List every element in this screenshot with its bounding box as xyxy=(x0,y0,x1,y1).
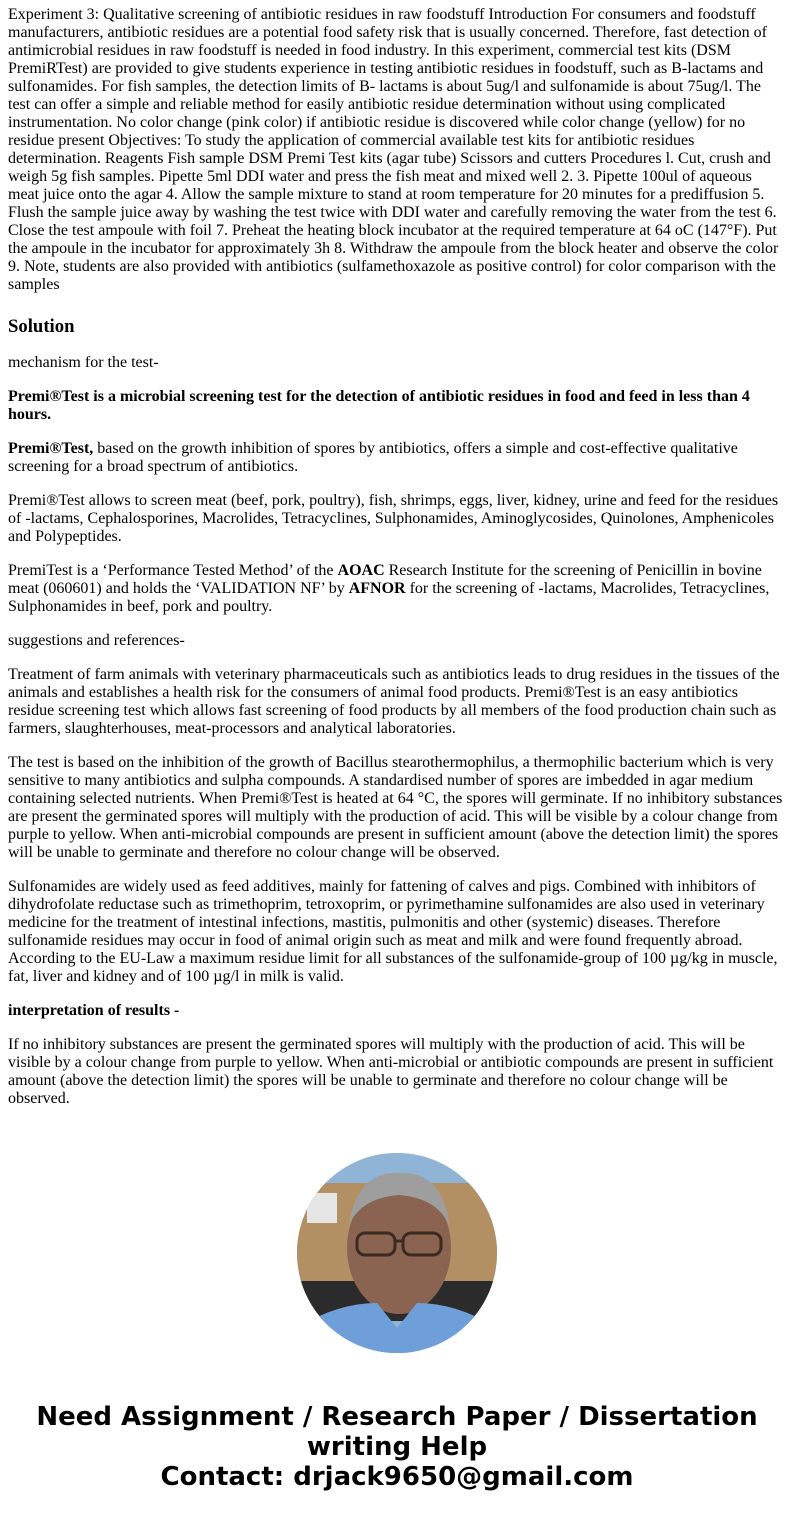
solution-heading: Solution xyxy=(8,316,75,337)
author-photo-icon xyxy=(297,1153,497,1353)
footer-contact-banner xyxy=(0,1402,794,1492)
intro-bold-text: Premi®Test is a microbial screening test for the detection of antibiotic residues in food and feed in less than 4 hours. xyxy=(8,388,750,423)
author-avatar xyxy=(297,1153,497,1353)
footer-line-2: writing Help xyxy=(306,1432,488,1462)
sulfonamides-paragraph: Sulfonamides are widely used as feed additives, mainly for fattening of calves and pigs. Combined with inhibitors of dihydrofolate reductase such as trimethoprim, tetroxoprim, or pyrimethamine sulfonamides are also used in veterinary medicine for the treatment of intestinal infections, mastitis, pulmonitis and other (systemic) diseases. Therefore sulfonamide residues may occur in food of animal origin such as meat and milk and were found frequently abroad. According to the EU-Law a maximum residue limit for all substances of the sulfonamide-group of 100 µg/kg in muscle, fat, liver and kidney and of 100 µg/l in milk is valid. xyxy=(8,878,778,985)
footer-contact-email: Contact: drjack9650@gmail.com xyxy=(160,1462,634,1492)
afnor-bold: AFNOR xyxy=(348,580,406,597)
question-text: Experiment 3: Qualitative screening of antibiotic residues in raw foodstuff Introduction For consumers and foodstuff manufacturers, antibiotic residues are a potential food safety risk that is usually concerned. Therefore, fast detection of antimicrobial residues in raw foodstuff is needed in food industry. In this experiment, commercial test kits (DSM PremiRTest) are provided to give students experience in testing antibiotic residues in foodstuff, such as B-lactams and sulfonamides. For fish samples, the detection limits of B- lactams is about 5ug/l and sulfonamide is about 75ug/l. The test can offer a simple and reliable method for easily antibiotic residue determination without using complicated instrumentation. No color change (pink color) if antibiotic residue is discovered while color change (yellow) for no residue present Objectives: To study the application of commercial available test kits for antibiotic residues determination. Reagents Fish sample DSM Premi Test kits (agar tube) Scissors and cutters Procedures l. Cut, crush and weigh 5g fish samples. Pipette 5ml DDI water and press the fish meat and mixed well 2. 3. Pipette 100ul of aqueous meat juice onto the agar 4. Allow the sample mixture to stand at room temperature for 20 minutes for a prediffusion 5. Flush the sample juice away by washing the test twice with DDI water and carefully removing the water from the test 6. Close the test ampoule with foil 7. Preheat the heating block incubator at the required temperature at 64 oC (147°F). Put the ampoule in the incubator for approximately 3h 8. Withdraw the ampoule from the block heater and observe the color 9. Note, students are also provided with antibiotics (sulfamethoxazole as positive control) for color comparison with the samples xyxy=(8,6,779,293)
interpretation-label-paragraph xyxy=(8,1002,786,1020)
farm-animals-paragraph: Treatment of farm animals with veterinary pharmaceuticals such as antibiotics leads to drug residues in the tissues of the animals and establishes a health risk for the consumers of animal food products. Premi®Test is an easy antibiotics residue screening test which allows fast screening of food products by all members of the food production chain such as farmers, slaughterhouses, meat-processors and analytical laboratories. xyxy=(8,666,780,737)
bacillus-paragraph: The test is based on the inhibition of the growth of Bacillus stearothermophilus, a thermophilic bacterium which is very sensitive to many antibiotics and sulpha compounds. A standardised number of spores are imbedded in agar medium containing selected nutrients. When Premi®Test is heated at 64 °C, the spores will germinate. If no inhibitory substances are present the germinated spores will multiply with the production of acid. This will be visible by a colour change from purple to yellow. When anti-microbial compounds are present in sufficient amount (above the detection limit) the spores will be unable to germinate and therefore no colour change will be observed. xyxy=(8,754,783,861)
screen-scope-paragraph: Premi®Test allows to screen meat (beef, pork, poultry), fish, shrimps, eggs, liver, kidney, urine and feed for the residues of -lactams, Cephalosporines, Macrolides, Tetracyclines, Sulphonamides, Aminoglycosides, Quinolones, Amphenicoles and Polypeptides. xyxy=(8,492,779,545)
certification-text-a: PremiTest is a ‘Performance Tested Method’ of the xyxy=(8,562,338,579)
footer-line-1: Need Assignment / Research Paper / Dissertation xyxy=(36,1402,758,1432)
premitest-bold: Premi®Test, xyxy=(8,440,94,457)
certification-text-c: for the screening of -lactams, Macrolides, Tetracyclines, Sulphonamides in beef, pork and poultry. xyxy=(8,580,770,615)
mechanism-label: mechanism for the test- xyxy=(8,354,159,371)
suggestions-label: suggestions and references- xyxy=(8,632,185,649)
aoac-bold: AOAC xyxy=(337,562,385,579)
interpretation-paragraph: If no inhibitory substances are present the germinated spores will multiply with the production of acid. This will be visible by a colour change from purple to yellow. When anti-microbial or antibiotic compounds are present in sufficient amount (above the detection limit) the spores will be unable to germinate and therefore no colour change will be observed. xyxy=(8,1036,774,1107)
certification-text-b: Research Institute for the screening of Penicillin in bovine meat (060601) and holds the ‘VALIDATION NF’ by xyxy=(8,562,762,597)
growth-inhibition-paragraph xyxy=(8,440,786,476)
interpretation-label: interpretation of results - xyxy=(8,1002,180,1019)
certification-paragraph xyxy=(8,562,786,616)
intro-paragraph xyxy=(8,388,786,424)
growth-inhibition-text: based on the growth inhibition of spores by antibiotics, offers a simple and cost-effective qualitative screening for a broad spectrum of antibiotics. xyxy=(8,440,738,475)
